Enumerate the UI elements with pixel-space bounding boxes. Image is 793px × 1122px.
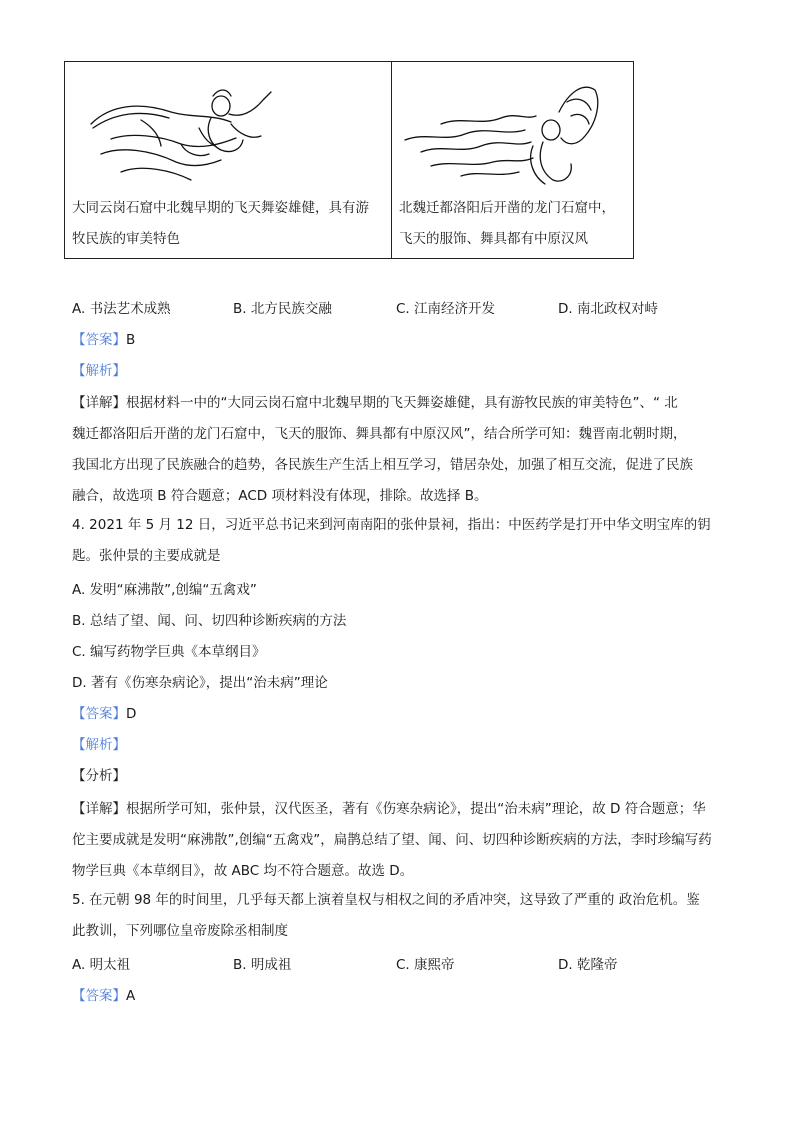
q5-stem-line-1: 5. 在元朝 98 年的时间里，几乎每天都上演着皇权与相权之间的矛盾冲突，这导致了严重的 政治危机。鉴 (72, 892, 700, 908)
q5-option-b: B. 明成祖 (233, 957, 292, 973)
longmen-flying-apsara-illustration (401, 72, 611, 192)
detail-tag: 【详解】 (72, 801, 126, 817)
answer-value: D (126, 706, 137, 722)
q4-stem-line-1: 4. 2021 年 5 月 12 日，习近平总书记来到河南南阳的张仲景祠，指出：中医药学是打开中华文明宝库的钥 (72, 517, 711, 533)
q4-detail-line-1: 根据所学可知，张仲景，汉代医圣，著有《伤寒杂病论》，提出“治未病”理论，故 D 符合题意；华 (126, 801, 706, 817)
q5-option-c: C. 康熙帝 (396, 957, 455, 973)
q4-detail-line-2: 佗主要成就是发明“麻沸散”,创编“五禽戏”，扁鹊总结了望、闻、问、切四种诊断疾病的方法，李时珍编写药 (72, 832, 712, 848)
q4-option-d: D. 著有《伤寒杂病论》，提出“治未病”理论 (72, 675, 328, 691)
q3-detail-line-1: 根据材料一中的“大同云岗石窟中北魏早期的飞天舞姿雄健，具有游牧民族的审美特色”、“ 北 (126, 395, 678, 411)
right-caption-line-2: 飞天的服饰、舞具都有中原汉风 (399, 231, 588, 247)
answer-tag: 【答案】 (72, 332, 126, 348)
q5-answer (72, 984, 135, 1004)
right-caption (399, 193, 615, 255)
q3-detail-line-4: 融合，故选项 B 符合题意；ACD 项材料没有体现，排除。故选择 B。 (72, 488, 488, 504)
left-caption-line-2: 牧民族的审美特色 (72, 231, 180, 247)
left-caption-line-1: 大同云岗石窟中北魏早期的飞天舞姿雄健，具有游 (72, 200, 369, 216)
q4-stem-line-2: 匙。张仲景的主要成就是 (72, 548, 221, 564)
q5-stem-line-2: 此教训，下列哪位皇帝废除丞相制度 (72, 923, 288, 939)
q4-option-a: A. 发明“麻沸散”,创编“五禽戏” (72, 582, 257, 598)
answer-value: B (126, 332, 136, 348)
q3-detail-line-2: 魏迁都洛阳后开凿的龙门石窟中，飞天的服饰、舞具都有中原汉风”，结合所学可知：魏晋南北朝时期， (72, 426, 687, 442)
q3-option-c: C. 江南经济开发 (396, 301, 496, 317)
answer-tag: 【答案】 (72, 706, 126, 722)
q5-option-d: D. 乾隆帝 (558, 957, 618, 973)
q5-stem (72, 885, 722, 947)
q3-option-b: B. 北方民族交融 (233, 301, 332, 317)
q4-stem (72, 510, 722, 572)
answer-value: A (126, 988, 136, 1004)
detail-tag: 【详解】 (72, 395, 126, 411)
q3-detail (72, 388, 722, 512)
q3-option-d: D. 南北政权对峙 (558, 301, 658, 317)
q4-answer (72, 702, 136, 722)
right-caption-line-1: 北魏迁都洛阳后开凿的龙门石窟中， (399, 200, 615, 216)
answer-tag: 【答案】 (72, 988, 126, 1004)
q3-answer (72, 328, 135, 348)
q4-option-b: B. 总结了望、闻、问、切四种诊断疾病的方法 (72, 613, 347, 629)
left-caption (72, 193, 369, 255)
q4-analysis-tag: 【解析】 (72, 737, 126, 753)
q3-analysis-tag: 【解析】 (72, 363, 126, 379)
table-divider (391, 62, 392, 258)
yungang-flying-apsara-illustration (81, 84, 281, 188)
q4-fenxi-tag: 【分析】 (72, 768, 126, 784)
q3-option-a: A. 书法艺术成熟 (72, 301, 171, 317)
q4-detail (72, 794, 722, 887)
q3-detail-line-3: 我国北方出现了民族融合的趋势，各民族生产生活上相互学习，错居杂处，加强了相互交流，促进了民族 (72, 457, 693, 473)
q4-detail-line-3: 物学巨典《本草纲目》，故 ABC 均不符合题意。故选 D。 (72, 863, 414, 879)
q5-option-a: A. 明太祖 (72, 957, 131, 973)
illustration-table (64, 61, 634, 259)
q4-option-c: C. 编写药物学巨典《本草纲目》 (72, 644, 266, 660)
